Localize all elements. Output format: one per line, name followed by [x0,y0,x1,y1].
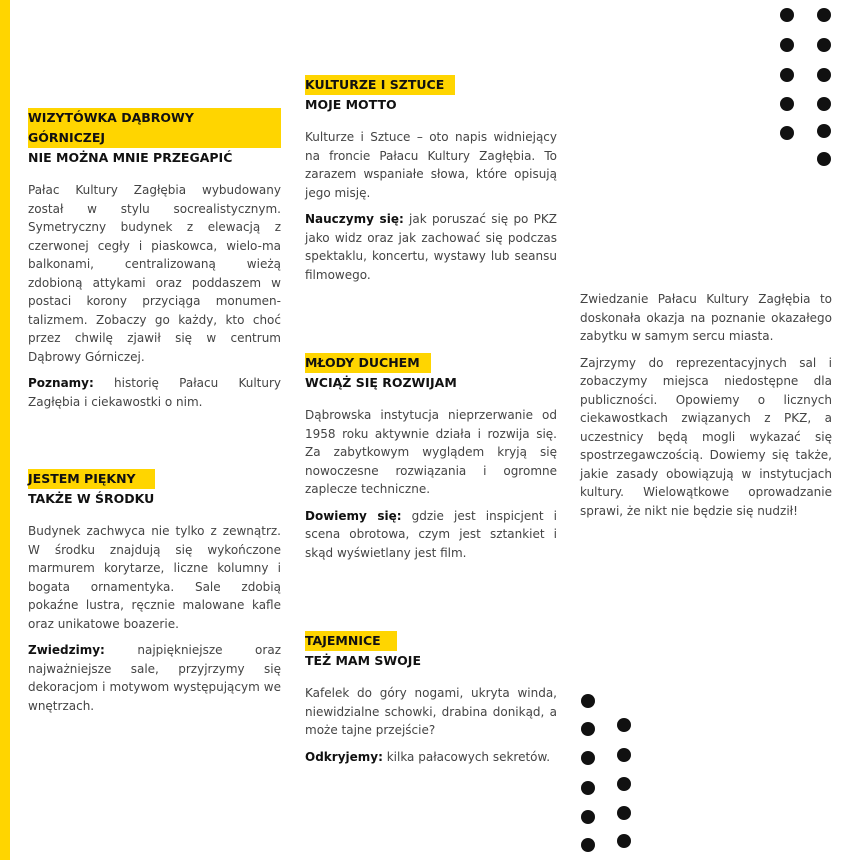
section-subtitle: NIE MOŻNA MNIE PRZEGAPIĆ [28,150,233,165]
section-paragraph: Budynek zachwyca nie tylko z zewnątrz. W środku znajdują się wykończone marmurem korytarze, liczne kolumny i bogata ornamentyka. Sale zdobią pokaźne lustra, ręcznie malowane kafle oraz unikatowe boazerie. [28,524,281,631]
section-tag: TAJEMNICE [305,631,397,651]
dot-icon [617,777,631,791]
paragraph-text: gdzie jest inspicjent i scena obrotowa, czym jest sztankiet i skąd wyświetlany jest film. [305,508,557,560]
dot-icon [817,152,831,166]
section-tajemnice [305,630,557,766]
dot-icon [780,38,794,52]
dot-icon [581,810,595,824]
dot-icon [617,718,631,732]
section-subtitle: TEŻ MAM SWOJE [305,653,421,668]
dot-icon [617,834,631,848]
paragraph-text: historię Pałacu Kultury Zagłębia i ciekawostki o nim. [28,376,281,409]
paragraph-lead: Odkryjemy: [305,749,383,764]
section-paragraph [28,374,281,411]
paragraph-text: jak poruszać się po PKZ jako widz oraz jak zachować się podczas spektaklu, koncertu, wystawy lub seansu filmowego. [305,212,557,282]
section-paragraph [305,210,557,284]
section-zwiedzanie [580,290,832,520]
dot-icon [581,751,595,765]
section-tag: WIZYTÓWKA DĄBROWY GÓRNICZEJ [28,108,281,148]
dot-icon [581,694,595,708]
dot-icon [780,8,794,22]
left-accent-stripe [0,0,10,860]
dot-icon [617,748,631,762]
dot-icon [581,781,595,795]
dot-icon [617,806,631,820]
section-paragraph: Kafelek do góry nogami, ukryta winda, niewidzialne schowki, drabina donikąd, a może tajne przejście? [305,686,557,737]
section-subtitle: WCIĄŻ SIĘ ROZWIJAM [305,375,457,390]
section-paragraph [305,748,557,767]
section-wizytowka [28,108,281,411]
section-tag: MŁODY DUCHEM [305,353,431,373]
paragraph-lead: Poznamy: [28,376,94,390]
dot-icon [817,68,831,82]
paragraph-lead: Nauczymy się: [305,212,404,226]
section-subtitle: MOJE MOTTO [305,97,397,112]
dot-icon [780,126,794,140]
dot-icon [780,97,794,111]
section-tag: KULTURZE I SZTUCE [305,75,455,95]
dot-icon [780,68,794,82]
section-piekny [28,468,281,715]
paragraph-text: najpiękniejsze oraz najważniejsze sale, przyjrzymy się dekoracjom i motywom występującym we wnętrzach. [28,643,281,713]
dot-icon [581,838,595,852]
section-paragraph: Kulturze i Sztuce – oto napis widniejący na froncie Pałacu Kultury Zagłębia. To zarazem wspaniałe słowa, które opisują jego misję. [305,130,557,200]
section-duchem [305,352,557,562]
paragraph-text: kilka pałacowych sekretów. [382,749,551,764]
section-tag: JESTEM PIĘKNY [28,469,155,489]
section-subtitle: TAKŻE W ŚRODKU [28,491,155,506]
dot-icon [817,8,831,22]
section-paragraph [305,507,557,563]
dot-icon [817,38,831,52]
section-paragraph: Zwiedzanie Pałacu Kultury Zagłębia to doskonała okazja na poznanie okazałego zabytku w samym sercu miasta. [580,292,832,343]
section-paragraph: Pałac Kultury Zagłębia wybudowany został w stylu socrealistycznym. Symetryczny budynek z elewacją z czerwonej cegły i piaskowca, wielo-ma balkonami, centralizowaną wieżą zdobioną attykami oraz poddaszem w postaci korony przyciąga monumen-talizmem. Zobaczy go każdy, kto choć przez chwilę zjawił się w centrum Dąbrowy Górniczej. [28,183,281,364]
section-motto [305,74,557,284]
paragraph-lead: Dowiemy się: [305,508,402,523]
section-paragraph [28,641,281,715]
section-paragraph: Zajrzymy do reprezentacyjnych sal i zobaczymy miejsca niedostępne dla publiczności. Opowiemy o licznych ciekawostkach związanych z PKZ, a uczestnicy będą mogli wykazać się spostrzegawczością. Dowiemy się także, jakie zasady obowiązują w instytucjach kultury. Wielowątkowe oprowadzanie sprawi, że nikt nie będzie się nudził! [580,355,832,518]
dot-icon [581,722,595,736]
section-paragraph: Dąbrowska instytucja nieprzerwanie od 1958 roku aktywnie działa i rozwija się. Za zabytkowym wyglądem kryją się nowoczesne rozwiązania i ogromne zaplecze techniczne. [305,408,557,496]
paragraph-lead: Zwiedzimy: [28,643,105,657]
dot-icon [817,124,831,138]
dot-icon [817,97,831,111]
